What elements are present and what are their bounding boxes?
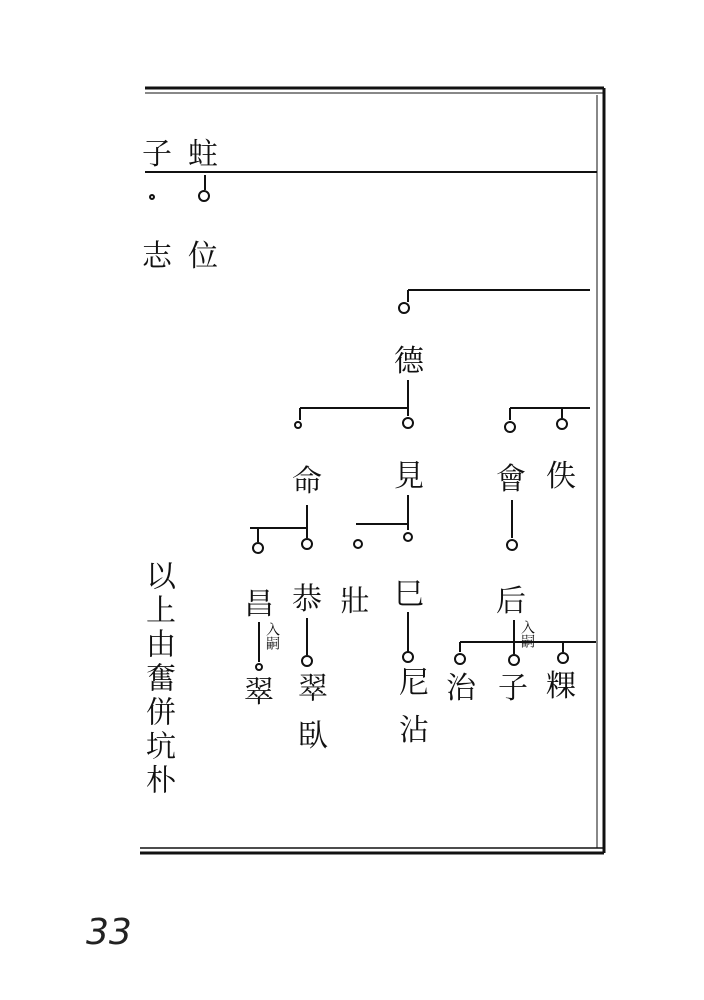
child-li: 粿	[546, 669, 576, 704]
second-char-1: 志	[142, 239, 172, 274]
node-hou: 后	[496, 584, 526, 619]
page-number: 33	[86, 912, 132, 953]
second-char-2: 位	[188, 239, 218, 274]
node-jian: 見	[394, 459, 424, 494]
node-ming: 命	[292, 464, 322, 499]
node-chang: 昌	[244, 587, 274, 622]
node-fu: 佚	[546, 459, 576, 494]
node-hui: 會	[496, 462, 526, 497]
top-char-2: 蛀	[188, 137, 218, 172]
lineage-source-note: 以上由奮併坑朴	[140, 560, 175, 798]
node-zhuang: 壯	[340, 584, 370, 619]
ji-child: 尼 沾	[393, 666, 428, 748]
child-zhi: 治	[446, 671, 476, 706]
tai-child: 翠 臥	[292, 672, 327, 754]
chang-annotation: 入嗣	[264, 622, 280, 650]
chang-child: 翠	[244, 675, 274, 710]
top-char-1: 子	[142, 137, 172, 172]
node-tai: 恭	[292, 582, 322, 617]
hou-child: 子	[498, 671, 528, 706]
hou-annotation: 入嗣	[519, 620, 535, 648]
node-ji: 巳	[394, 577, 424, 612]
node-de: 德	[394, 344, 424, 379]
